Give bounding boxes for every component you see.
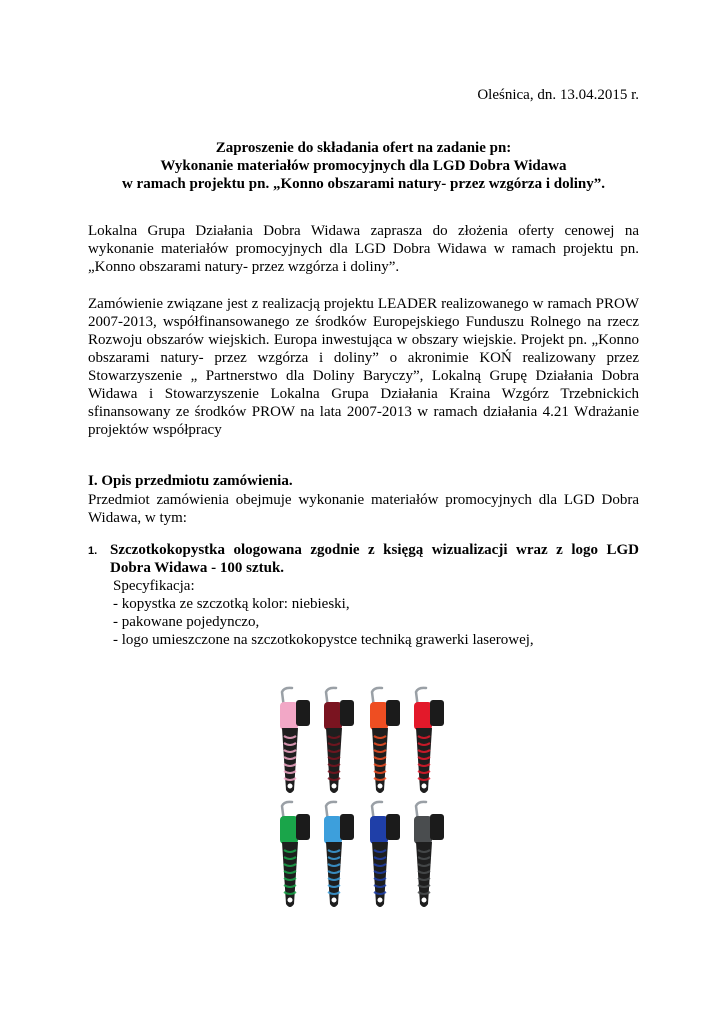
hoof-pick-brush [324, 802, 354, 907]
hoof-pick-brush [370, 802, 400, 907]
document-title-block [88, 139, 639, 193]
document-date: Oleśnica, dn. 13.04.2015 r. [477, 87, 639, 103]
hoof-pick-brush [414, 802, 444, 907]
invitation-paragraph: Lokalna Grupa Działania Dobra Widawa zaprasza do złożenia oferty cenowej na wykonanie materiałów promocyjnych dla LGD Dobra Widawa w ramach projektu pn. „Konno obszarami natury- przez wzgórza i doliny”. [88, 223, 639, 275]
specification-line: - pakowane pojedynczo, [113, 614, 260, 630]
specification-line: - kopystka ze szczotką kolor: niebieski, [113, 596, 350, 612]
title-line-1: Zaproszenie do składania ofert na zadanie pn: [215, 140, 512, 156]
title-line-2: Wykonanie materiałów promocyjnych dla LGD Dobra Widawa [160, 158, 567, 174]
specification-line: - logo umieszczone na szczotkokopystce techniką grawerki laserowej, [113, 632, 534, 648]
specification-label: Specyfikacja: [113, 578, 195, 594]
section-heading: I. Opis przedmiotu zamówienia. [88, 473, 293, 489]
specification-block [113, 577, 639, 649]
hoof-pick-brush [324, 688, 354, 793]
section-intro: Przedmiot zamówienia obejmuje wykonanie materiałów promocyjnych dla LGD Dobra Widawa, w tym: [88, 492, 639, 526]
hoof-pick-brush [414, 688, 444, 793]
project-description-paragraph: Zamówienie związane jest z realizacją projektu LEADER realizowanego w ramach PROW 2007-2013, współfinansowanego ze środków Europejskiego Funduszu Rolnego na rzecz Rozwoju obszarów wiejskich. Europa inwestująca w obszary wiejskie. Projekt pn. „Konno obszarami natury- przez wzgórza i doliny” o akronimie KOŃ realizowany przez Stowarzyszenie „ Partnerstwo dla Doliny Baryczy”, Lokalną Grupę Działania Dobra Widawa i Stowarzyszenie Lokalna Grupa Działania Kraina Wzgórz Trzebnickich sfinansowany ze środków PROW na lata 2007-2013 w ramach działania 4.21 Wdrażanie projektów współpracy [88, 296, 639, 438]
list-item-title: Szczotkokopystka ologowana zgodnie z księgą wizualizacji wraz z logo LGD Dobra Widawa - 100 sztuk. [110, 542, 639, 576]
list-item-number: 1. [88, 545, 98, 557]
hoof-pick-brush [280, 688, 310, 793]
title-line-3: w ramach projektu pn. „Konno obszarami natury- przez wzgórza i doliny”. [121, 176, 606, 192]
hoof-pick-brush [280, 802, 310, 907]
list-item [88, 541, 639, 649]
hoof-pick-brush [370, 688, 400, 793]
hoof-pick-product-photo [264, 682, 464, 942]
